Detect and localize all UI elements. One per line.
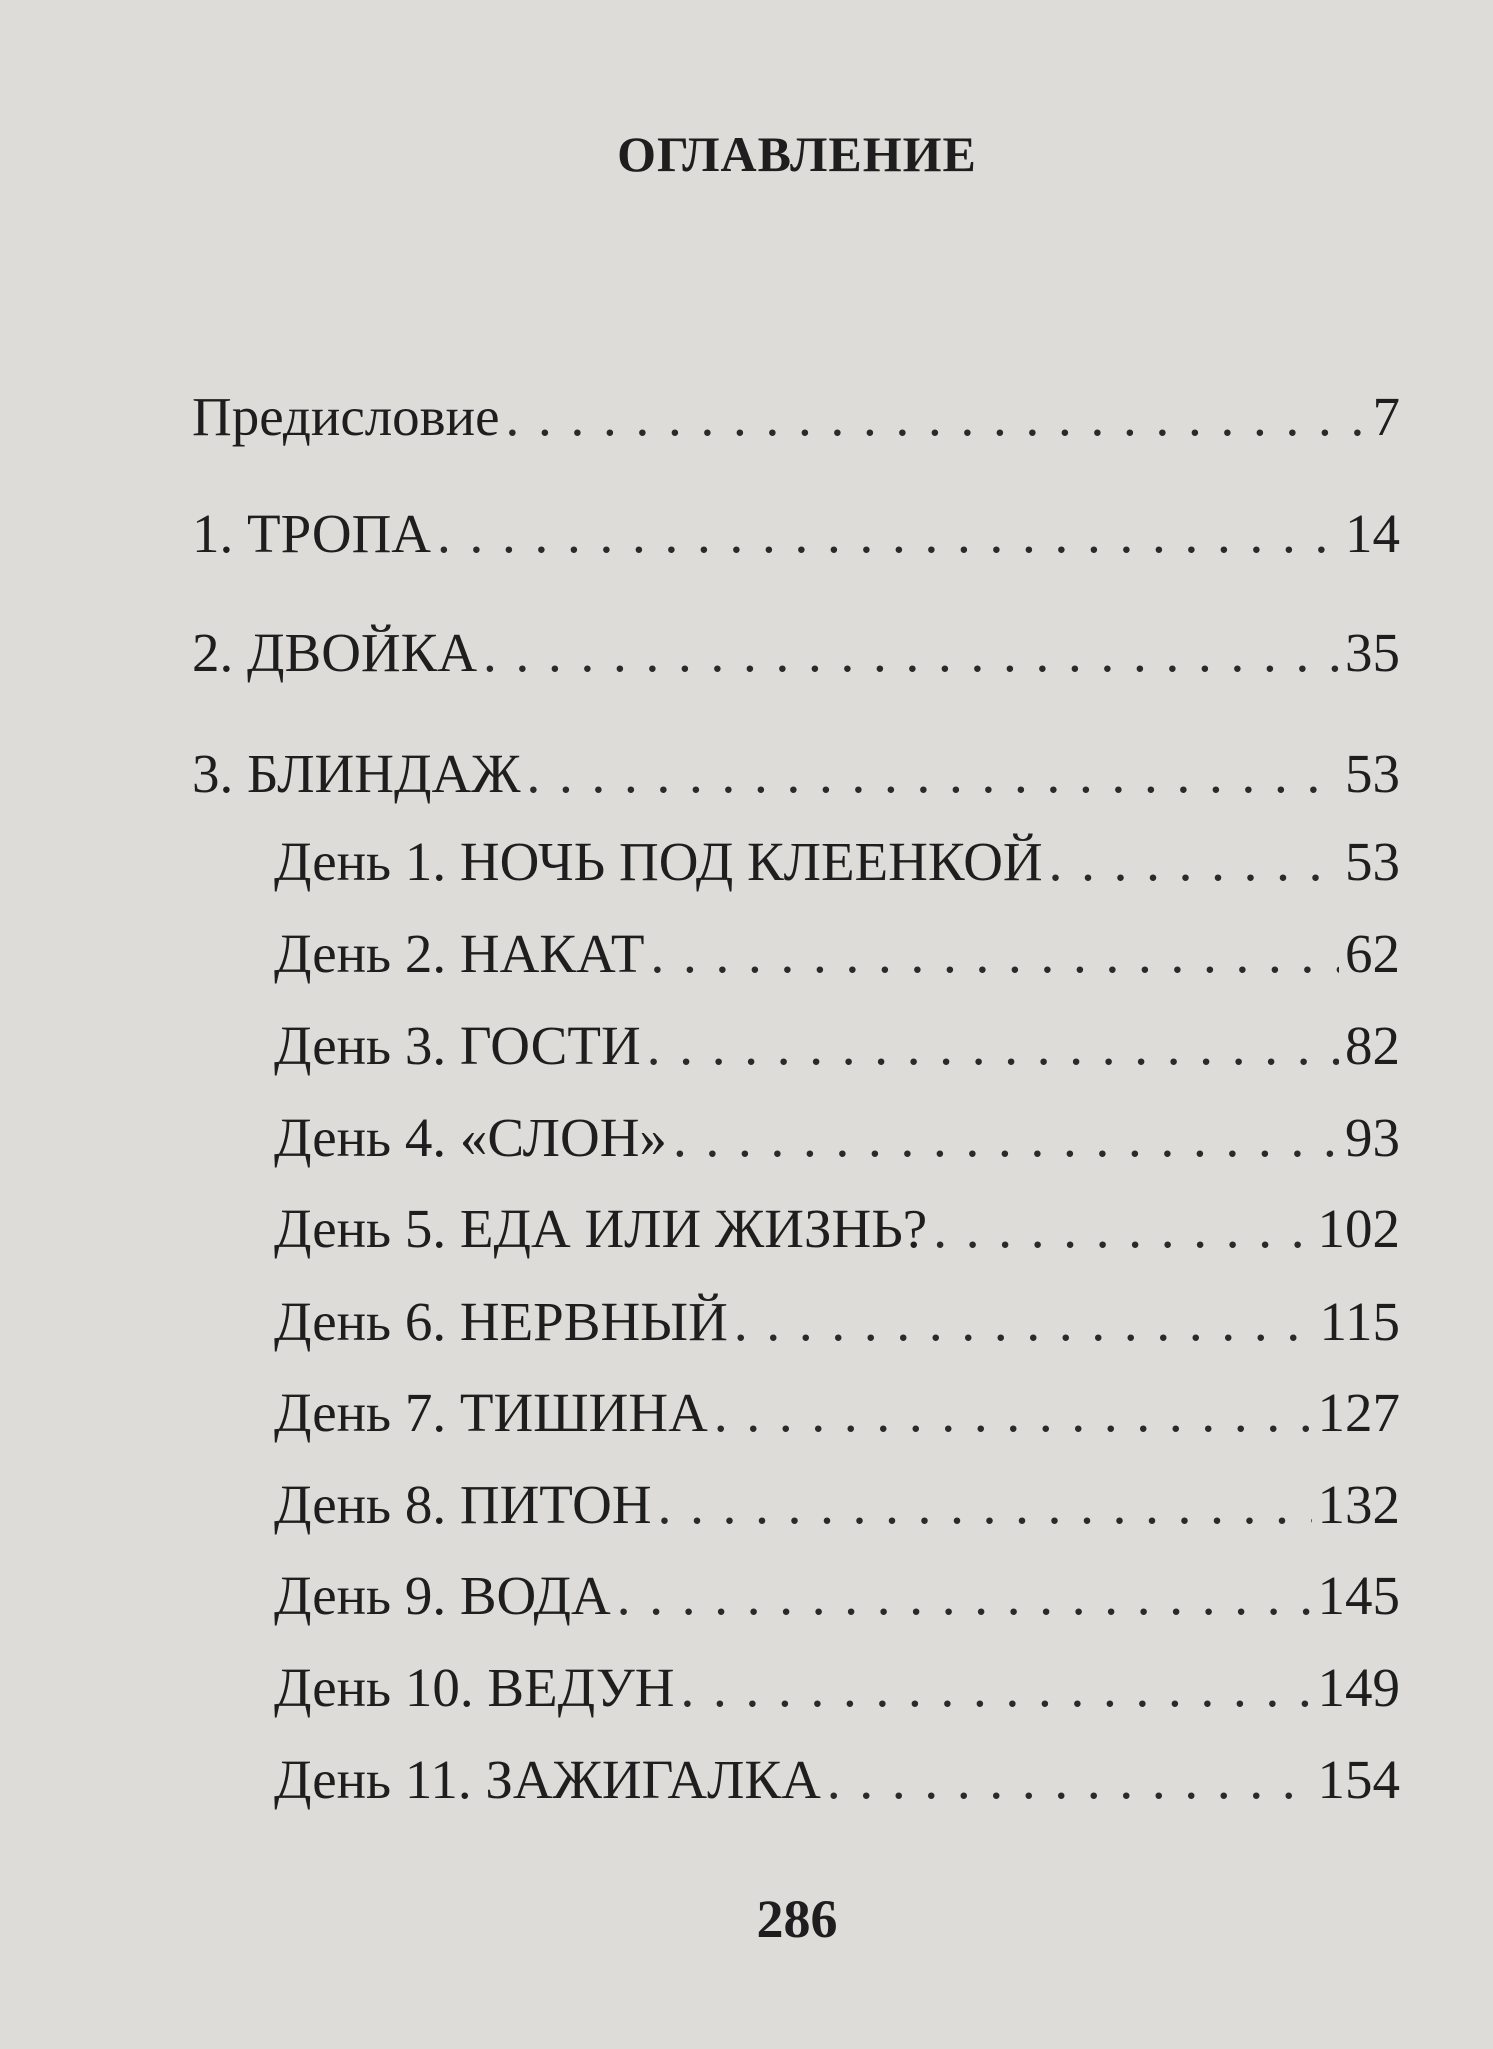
toc-page: 127 <box>1317 1382 1400 1443</box>
toc-subentry <box>274 1656 1400 1726</box>
toc-subentry <box>274 830 1400 900</box>
toc-subentry <box>274 1014 1400 1084</box>
dot-leader <box>437 502 1339 565</box>
toc-page: 35 <box>1345 622 1400 683</box>
dot-leader <box>483 621 1339 684</box>
toc-subentry <box>274 1748 1400 1818</box>
dot-leader <box>714 1381 1312 1444</box>
dot-leader <box>506 385 1367 448</box>
toc-label: День 6. НЕРВНЫЙ <box>274 1291 728 1352</box>
page-number: 286 <box>756 1889 838 1949</box>
dot-leader <box>526 742 1339 805</box>
dot-leader <box>681 1656 1312 1719</box>
toc-label: 3. БЛИНДАЖ <box>192 743 521 804</box>
dot-leader <box>673 1106 1339 1169</box>
toc-page: 7 <box>1372 386 1400 447</box>
toc-label: 1. ТРОПА <box>192 503 432 564</box>
toc-label: День 3. ГОСТИ <box>274 1015 641 1076</box>
dot-leader <box>827 1748 1312 1811</box>
toc-page: 132 <box>1317 1474 1400 1535</box>
toc-page: 82 <box>1345 1015 1400 1076</box>
toc-page: 102 <box>1317 1198 1400 1259</box>
toc-label: Предисловие <box>192 386 500 447</box>
toc-label: День 4. «СЛОН» <box>274 1107 667 1168</box>
toc-entry <box>192 621 1400 691</box>
toc-subentry <box>274 922 1400 992</box>
toc-subentry <box>274 1473 1400 1543</box>
dot-leader <box>647 1014 1339 1077</box>
toc-page: 53 <box>1345 743 1400 804</box>
toc-label: День 2. НАКАТ <box>274 923 645 984</box>
toc-entry <box>192 385 1400 455</box>
dot-leader <box>658 1473 1312 1536</box>
toc-label: День 1. НОЧЬ ПОД КЛЕЕНКОЙ <box>274 831 1043 892</box>
toc-label: День 11. ЗАЖИГАЛКА <box>274 1749 821 1810</box>
toc-label: 2. ДВОЙКА <box>192 622 478 683</box>
toc-page: 145 <box>1317 1565 1400 1626</box>
toc-entry <box>192 742 1400 812</box>
toc-page: 93 <box>1345 1107 1400 1168</box>
toc-page: 53 <box>1345 831 1400 892</box>
toc-label: День 8. ПИТОН <box>274 1474 652 1535</box>
toc-subentry <box>274 1381 1400 1451</box>
dot-leader <box>734 1290 1314 1353</box>
dot-leader <box>650 922 1339 985</box>
toc-subentry <box>274 1106 1400 1176</box>
toc-page: 149 <box>1317 1657 1400 1718</box>
toc-label: День 5. ЕДА ИЛИ ЖИЗНЬ? <box>274 1198 928 1259</box>
toc-page: 62 <box>1345 923 1400 984</box>
page-title: ОГЛАВЛЕНИЕ <box>617 126 977 182</box>
toc-subentry <box>274 1564 1400 1634</box>
toc-entry <box>192 502 1400 572</box>
toc-page: 154 <box>1317 1749 1400 1810</box>
toc-label: День 9. ВОДА <box>274 1565 611 1626</box>
dot-leader <box>933 1197 1311 1260</box>
toc-page: 14 <box>1345 503 1400 564</box>
toc-subentry <box>274 1197 1400 1267</box>
toc-label: День 10. ВЕДУН <box>274 1657 675 1718</box>
toc-subentry <box>274 1290 1400 1360</box>
dot-leader <box>1049 830 1339 893</box>
dot-leader <box>617 1564 1312 1627</box>
toc-label: День 7. ТИШИНА <box>274 1382 708 1443</box>
toc-page: 115 <box>1319 1291 1400 1352</box>
